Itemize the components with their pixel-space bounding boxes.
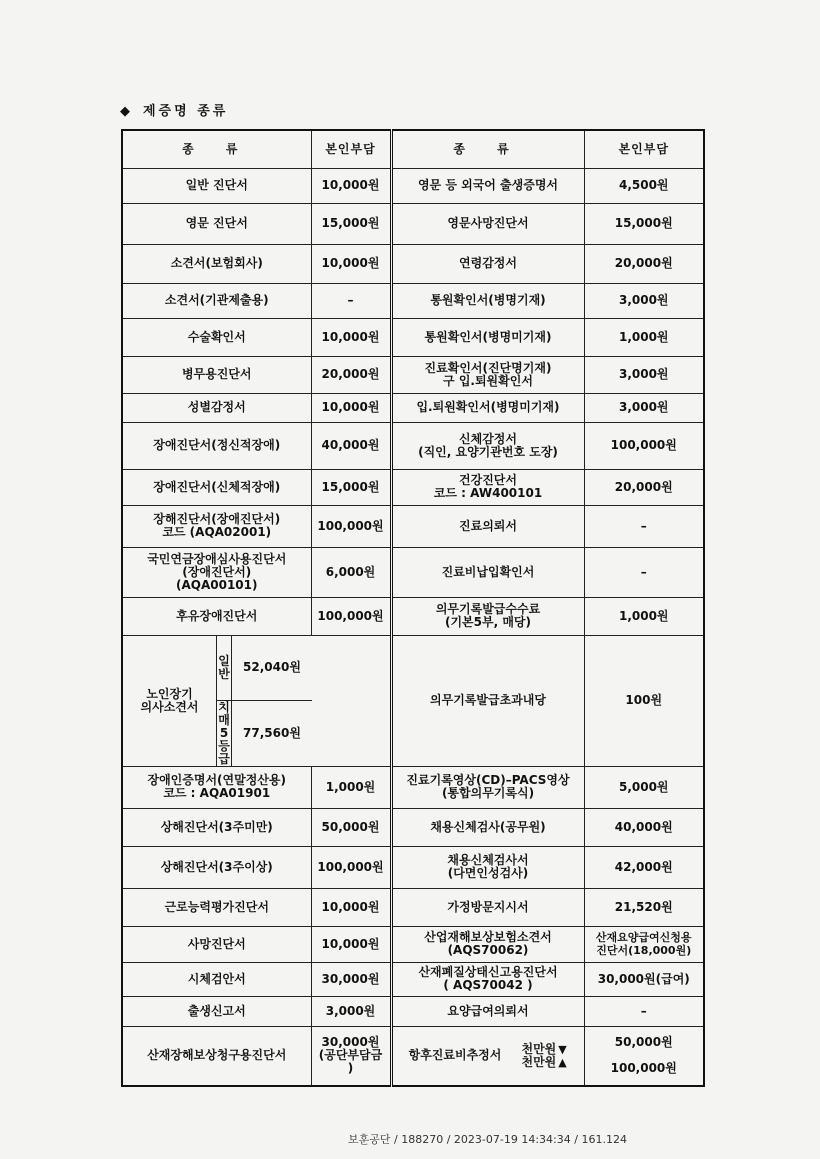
cert-name-line1: 신체감정서 xyxy=(459,431,517,446)
estimate-label: 항후진료비추정서 xyxy=(408,1048,502,1063)
cert-name xyxy=(391,926,584,962)
cert-name: 후유장애진단서 xyxy=(122,597,311,635)
cert-name-line2: (장애진단서) xyxy=(182,564,252,579)
cert-fee-line1: 30,000원 xyxy=(321,1035,380,1050)
cert-name: 진료비납입확인서 xyxy=(391,547,584,597)
cert-name: 연령감정서 xyxy=(391,244,584,283)
cert-name xyxy=(391,356,584,393)
threshold-below: 천만원 xyxy=(521,1041,557,1056)
cert-fee: 5,000원 xyxy=(584,766,704,808)
cert-fee: 3,000원 xyxy=(584,356,704,393)
cert-name: 통원확인서(병명미기재) xyxy=(391,318,584,356)
cert-code: (AQS70062) xyxy=(447,943,529,957)
table-row xyxy=(122,808,704,846)
cert-fee: 1,000원 xyxy=(584,597,704,635)
cert-fee: 1,000원 xyxy=(584,318,704,356)
cert-fee: 100,000원 xyxy=(311,505,391,547)
cert-name: 병무용진단서 xyxy=(122,356,311,393)
table-row xyxy=(122,547,704,597)
cert-name xyxy=(391,1026,584,1086)
table-row xyxy=(122,962,704,996)
cert-code: (AQA00101) xyxy=(176,577,258,592)
table-row xyxy=(122,996,704,1026)
table-header-row xyxy=(122,130,704,168)
table-row xyxy=(122,926,704,962)
table-row xyxy=(122,846,704,888)
cert-name xyxy=(391,422,584,469)
cert-name: 소견서(기관제출용) xyxy=(122,283,311,318)
cert-fee: 30,000원 xyxy=(311,962,391,996)
section-heading xyxy=(120,100,228,119)
footer-stamp: 보훈공단 / 188270 / 2023-07-19 14:34:34 / 161.124 xyxy=(348,1133,627,1146)
table-row xyxy=(122,766,704,808)
cert-fee-line1: 50,000원 xyxy=(614,1035,673,1050)
cert-name: 성별감정서 xyxy=(122,393,311,422)
cert-name: 수술확인서 xyxy=(122,318,311,356)
table-row xyxy=(122,244,704,283)
cert-name: 통원확인서(병명기재) xyxy=(391,283,584,318)
header-fee: 본인부담 xyxy=(311,130,391,168)
cert-name-line1: 진료확인서(진단명기재) xyxy=(424,360,552,375)
cert-fee: 20,000원 xyxy=(311,356,391,393)
cert-fee: 3,000원 xyxy=(584,283,704,318)
cert-name-line1: 건강진단서 xyxy=(459,473,517,487)
cert-name-line2: 구 입.퇴원확인서 xyxy=(443,373,533,388)
cert-fee-line3: ) xyxy=(347,1061,354,1076)
cert-fee-line1: 산재요양급여신청용 xyxy=(595,931,692,944)
cert-fee: – xyxy=(584,996,704,1026)
table-row xyxy=(122,597,704,635)
cert-fee: 10,000원 xyxy=(311,888,391,926)
arrow-up-icon: ▲ xyxy=(558,1055,567,1069)
header-fee-2: 본인부담 xyxy=(584,130,704,168)
cert-name-line2: (다면인성검사) xyxy=(447,866,529,880)
cert-name-line1: 의무기록발급수수료 xyxy=(435,602,541,616)
cert-name: 의무기록발급초과내당 xyxy=(391,635,584,766)
cert-fee xyxy=(584,1026,704,1086)
cert-fee-line2: 100,000원 xyxy=(610,1061,677,1076)
cert-fee: 10,000원 xyxy=(311,244,391,283)
cert-name: 시체검안서 xyxy=(122,962,311,996)
cert-fee: 10,000원 xyxy=(311,318,391,356)
cert-name-line1: 채용신체검사서 xyxy=(447,853,529,867)
cert-fee: 30,000원(급여) xyxy=(584,962,704,996)
elder-fee-dementia: 77,560원 xyxy=(243,725,301,740)
cert-name-line1: 산업재해보상보험소견서 xyxy=(424,930,552,944)
cert-fee: 50,000원 xyxy=(311,808,391,846)
cert-name: 상해진단서(3주이상) xyxy=(122,846,311,888)
section-title: 제증명 종류 xyxy=(143,104,229,119)
cert-fee-line2: 진단서(18,000원) xyxy=(596,944,692,957)
elder-option-dementia: 치매5등급 xyxy=(218,699,230,766)
cert-fee xyxy=(584,926,704,962)
cert-name xyxy=(391,597,584,635)
cert-fee: – xyxy=(584,505,704,547)
cert-name-line1: 산재폐질상태신고용진단서 xyxy=(418,965,558,979)
cert-fee: – xyxy=(584,547,704,597)
header-type-2: 종 류 xyxy=(391,130,584,168)
threshold-above: 천만원 xyxy=(521,1054,557,1069)
cert-name: 가정방문지시서 xyxy=(391,888,584,926)
cert-fee: 20,000원 xyxy=(584,469,704,505)
cert-fee-line2: (공단부담금 xyxy=(318,1048,383,1063)
cert-fee: 21,520원 xyxy=(584,888,704,926)
cert-name: 출생신고서 xyxy=(122,996,311,1026)
cert-name xyxy=(391,766,584,808)
cert-name: 상해진단서(3주미만) xyxy=(122,808,311,846)
cert-fee: 3,000원 xyxy=(311,996,391,1026)
elder-option-general: 일반 xyxy=(217,636,231,701)
cert-code: 코드 : AQA01901 xyxy=(163,786,271,800)
cert-fee: 1,000원 xyxy=(311,766,391,808)
cert-name xyxy=(122,505,311,547)
cert-fee: 15,000원 xyxy=(311,469,391,505)
header-type: 종 류 xyxy=(122,130,311,168)
cert-fee: 20,000원 xyxy=(584,244,704,283)
cert-name-line2: 코드 : AW400101 xyxy=(433,486,543,500)
elder-care-label: 노인장기 xyxy=(146,686,193,701)
cert-fee: 6,000원 xyxy=(311,547,391,597)
cert-fee: 100원 xyxy=(584,635,704,766)
cert-name-line2: (기본5부, 매당) xyxy=(444,615,531,629)
elder-care-label-2: 의사소견서 xyxy=(140,699,199,714)
cert-name: 입.퇴원확인서(병명미기재) xyxy=(391,393,584,422)
cert-name: 진료의뢰서 xyxy=(391,505,584,547)
elder-fee-general: 52,040원 xyxy=(232,636,312,701)
cert-name: 소견서(보험회사) xyxy=(122,244,311,283)
table-row xyxy=(122,505,704,547)
cert-fee: 3,000원 xyxy=(584,393,704,422)
cert-fee: 100,000원 xyxy=(584,422,704,469)
cert-fee: 10,000원 xyxy=(311,926,391,962)
cert-fee: 40,000원 xyxy=(311,422,391,469)
cert-code: ( AQS70042 ) xyxy=(443,978,533,992)
table-row xyxy=(122,318,704,356)
cert-fee: 10,000원 xyxy=(311,393,391,422)
cert-fee: 42,000원 xyxy=(584,846,704,888)
table-row xyxy=(122,635,704,766)
cert-fee: 10,000원 xyxy=(311,168,391,203)
cert-name: 요양급여의뢰서 xyxy=(391,996,584,1026)
cert-name xyxy=(391,846,584,888)
table-row xyxy=(122,356,704,393)
cert-name: 영문 등 외국어 출생증명서 xyxy=(391,168,584,203)
cert-fee: 100,000원 xyxy=(311,597,391,635)
cert-name: 영문사망진단서 xyxy=(391,203,584,244)
cert-fee: 4,500원 xyxy=(584,168,704,203)
cert-name xyxy=(391,469,584,505)
cert-code: 코드 (AQA02001) xyxy=(162,525,272,539)
cert-name-line1: 국민연금장애심사용진단서 xyxy=(147,551,287,566)
table-row xyxy=(122,888,704,926)
cert-fee: – xyxy=(311,283,391,318)
diamond-bullet-icon: ◆ xyxy=(120,104,133,119)
cert-fee xyxy=(311,1026,391,1086)
cert-name-line2: (통합의무기록식) xyxy=(441,786,535,800)
certificate-fee-table xyxy=(121,129,705,1087)
cert-name-line1: 진료기록영상(CD)–PACS영상 xyxy=(406,773,570,787)
table-row xyxy=(122,393,704,422)
cert-fee: 15,000원 xyxy=(311,203,391,244)
cert-name: 사망진단서 xyxy=(122,926,311,962)
cert-name: 근로능력평가진단서 xyxy=(122,888,311,926)
table-row xyxy=(122,469,704,505)
cert-name: 장애진단서(신체적장애) xyxy=(122,469,311,505)
cert-name xyxy=(122,547,311,597)
cert-name xyxy=(122,766,311,808)
table-row xyxy=(122,168,704,203)
cert-name: 일반 진단서 xyxy=(122,168,311,203)
cert-name xyxy=(391,962,584,996)
cert-fee: 40,000원 xyxy=(584,808,704,846)
table-row xyxy=(122,1026,704,1086)
cert-name: 채용신체검사(공무원) xyxy=(391,808,584,846)
arrow-down-icon: ▼ xyxy=(558,1042,567,1056)
cert-name: 장애진단서(정신적장애) xyxy=(122,422,311,469)
cert-fee: 100,000원 xyxy=(311,846,391,888)
cert-fee: 15,000원 xyxy=(584,203,704,244)
table-row xyxy=(122,283,704,318)
table-row xyxy=(122,203,704,244)
elder-care-cell xyxy=(122,635,391,766)
cert-name-line1: 장해진단서(장애진단서) xyxy=(153,512,281,526)
cert-name: 산재장해보상청구용진단서 xyxy=(122,1026,311,1086)
table-row xyxy=(122,422,704,469)
cert-name: 영문 진단서 xyxy=(122,203,311,244)
cert-name-line1: 장애인증명서(연말정산용) xyxy=(147,773,286,787)
cert-name-line2: (직인, 요양기관번호 도장) xyxy=(418,444,558,459)
